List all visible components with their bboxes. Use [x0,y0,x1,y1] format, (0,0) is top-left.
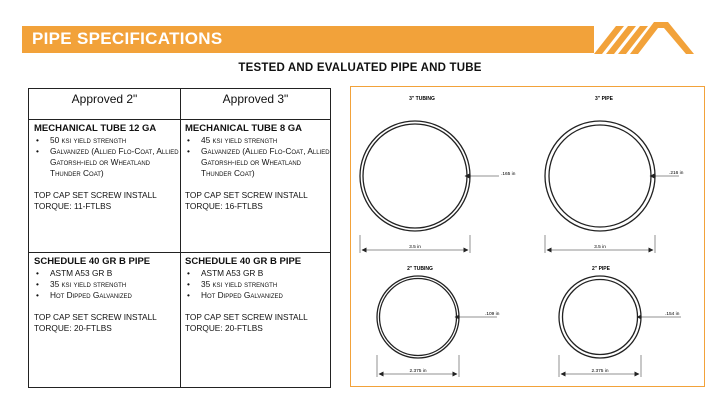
torque-note [185,190,332,212]
pipe-diagram-canvas [351,87,703,385]
bullet-list [34,268,181,301]
torque-note [34,312,181,334]
bullet-item: • Hot Dipped Galvanized [185,290,332,301]
page-subtitle: TESTED AND EVALUATED PIPE AND TUBE [238,62,482,74]
diameter-dimension: 3.5 in [409,245,421,250]
diameter-dimension: 2.375 in [591,369,609,374]
cell-title: MECHANICAL TUBE 12 GA [34,123,157,134]
diagram-label: 3" PIPE [595,96,613,102]
note-line: TOP CAP SET SCREW INSTALL [185,312,308,322]
bullet-item: • Hot Dipped Galvanized [34,290,181,301]
spec-cell [34,123,181,212]
banner-stripes-graphic [594,18,700,54]
bullet-item: • Galvanized (Allied Flo-Coat, Allied Gatorsh-ield or Wheatland Thunder Coat) [34,146,181,179]
column-header: Approved 2" [71,92,138,106]
inner-wall [380,279,457,356]
diagram-label: 2" PIPE [592,266,610,272]
table-divider [29,252,330,253]
spec-table [28,88,331,388]
bullet-item: • Galvanized (Allied Flo-Coat, Allied Gatorsh-ield or Wheatland Thunder Coat) [185,146,332,179]
bullet-item: • 50 ksi yield strength [34,135,181,146]
pipe-2in-tubing [377,266,500,377]
column-header: Approved 3" [222,92,289,106]
wall-dimension: .165 in [501,172,516,177]
bullet-item: • ASTM A53 GR B [185,268,332,279]
spec-cell [185,123,332,212]
cell-title: SCHEDULE 40 GR B PIPE [185,256,302,267]
wall-dimension: .216 in [669,171,684,176]
wall-dimension: .154 in [665,312,680,317]
diagram-label: 2" TUBING [407,266,433,272]
note-line: TOP CAP SET SCREW INSTALL [34,190,157,200]
torque-note [34,190,181,212]
inner-wall [549,125,651,227]
bullet-list [34,135,181,179]
diagram-label: 3" TUBING [409,96,435,102]
pipe-3in-pipe [545,96,684,253]
note-line: TORQUE: 20-FTLBS [185,323,263,333]
title-banner [22,26,594,53]
note-line: TOP CAP SET SCREW INSTALL [34,312,157,322]
wall-dimension: .109 in [485,312,500,317]
inner-wall [563,280,638,355]
outer-wall [559,276,641,358]
note-line: TORQUE: 11-FTLBS [34,201,112,211]
pipe-3in-tubing [360,96,516,253]
cell-title: MECHANICAL TUBE 8 GA [185,123,302,134]
spec-cell [34,256,181,334]
diameter-dimension: 2.375 in [409,369,427,374]
spec-cell [185,256,332,334]
note-line: TORQUE: 16-FTLBS [185,201,263,211]
inner-wall [363,124,467,228]
table-divider [29,119,330,120]
outer-wall [377,276,459,358]
cell-title: SCHEDULE 40 GR B PIPE [34,256,151,267]
note-line: TORQUE: 20-FTLBS [34,323,112,333]
bullet-list [185,135,332,179]
bullet-item: • 45 ksi yield strength [185,135,332,146]
bullet-list [185,268,332,301]
outer-wall [545,121,655,231]
bullet-item: • 35 ksi yield strength [34,279,181,290]
pipe-2in-pipe [559,266,681,377]
bullet-item: • ASTM A53 GR B [34,268,181,279]
outer-wall [360,121,470,231]
diameter-dimension: 3.5 in [594,245,606,250]
note-line: TOP CAP SET SCREW INSTALL [185,190,308,200]
page-title: PIPE SPECIFICATIONS [32,29,223,48]
pipe-diagram-panel [350,86,705,387]
bullet-item: • 35 ksi yield strength [185,279,332,290]
torque-note [185,312,332,334]
